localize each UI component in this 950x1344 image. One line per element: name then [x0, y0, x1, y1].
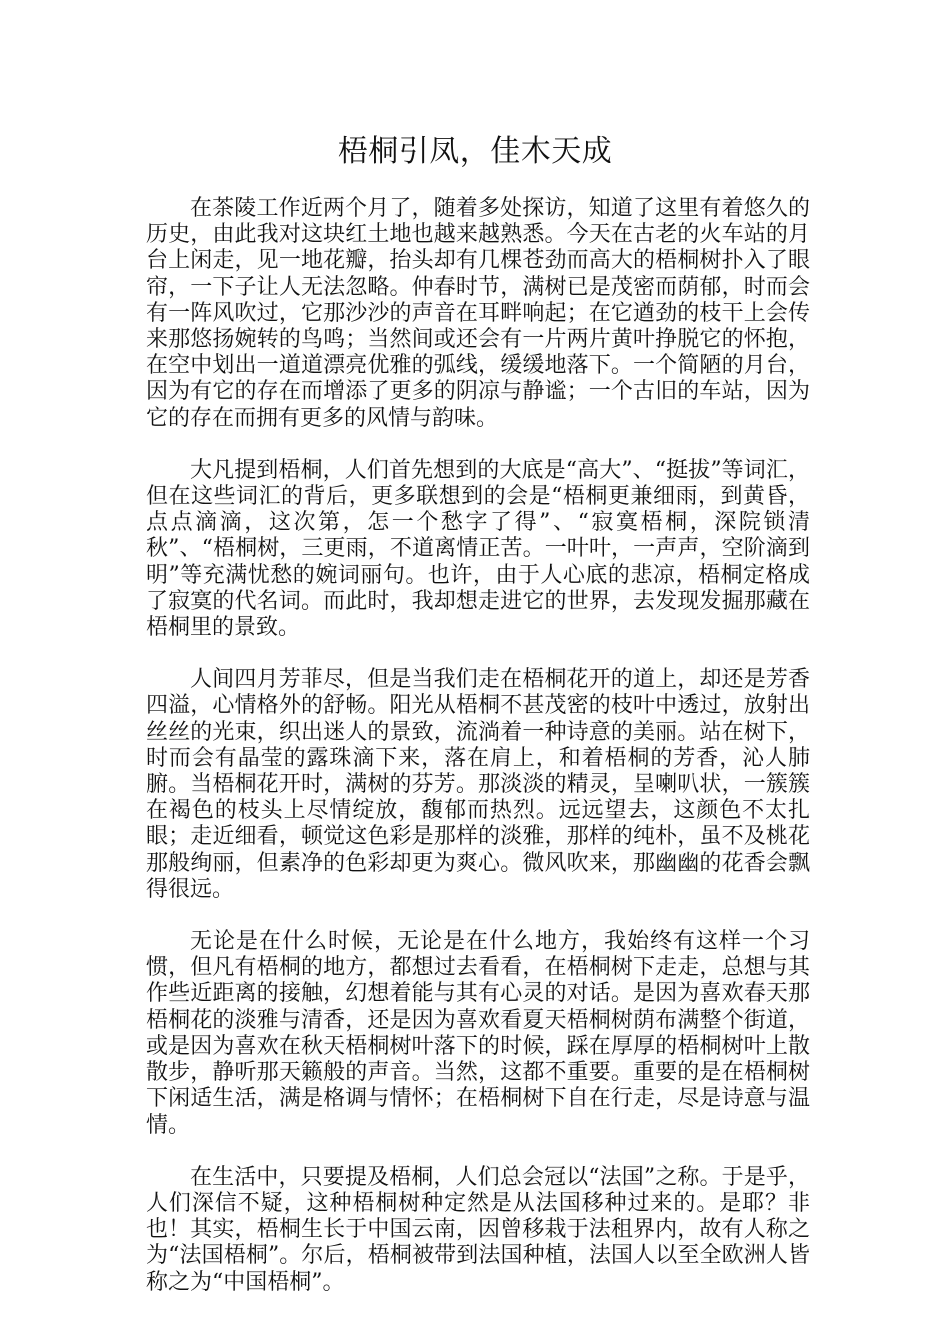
paragraph-2: 大凡提到梧桐，人们首先想到的大底是“高大”、“挺拔”等词汇，但在这些词汇的背后，更多联想到的会是“梧桐更兼细雨，到黄昏，点点滴滴，这次第，怎一个愁字了得”、“寂寞梧桐，深院锁清秋”、“梧桐树，三更雨，不道离情正苦。一叶叶，一声声，空阶滴到明”等充满忧愁的婉词丽句。也许，由于人心底的悲凉，梧桐定格成了寂寞的代名词。而此时，我却想走进它的世界，去发现发掘那藏在梧桐里的景致。 [146, 457, 810, 641]
paragraph-3: 人间四月芳菲尽，但是当我们走在梧桐花开的道上，却还是芳香四溢，心情格外的舒畅。阳光从梧桐不甚茂密的枝叶中透过，放射出丝丝的光束，织出迷人的景致，流淌着一种诗意的美丽。站在树下，时而会有晶莹的露珠滴下来，落在肩上，和着梧桐的芳香，沁人肺腑。当梧桐花开时，满树的芬芳。那淡淡的精灵，呈喇叭状，一簇簇在褐色的枝头上尽情绽放，馥郁而热烈。远远望去，这颜色不太扎眼；走近细看，顿觉这色彩是那样的淡雅，那样的纯朴，虽不及桃花那般绚丽，但素净的色彩却更为爽心。微风吹来，那幽幽的花香会飘得很远。 [146, 667, 810, 902]
paragraph-5: 在生活中，只要提及梧桐，人们总会冠以“法国”之称。于是乎，人们深信不疑，这种梧桐树种定然是从法国移种过来的。是耶？非也！其实，梧桐生长于中国云南，因曾移栽于法租界内，故有人称之为“法国梧桐”。尔后，梧桐被带到法国种植，法国人以至全欧洲人皆称之为“中国梧桐”。 [146, 1164, 810, 1295]
article-body [146, 196, 810, 1322]
document-title: 梧桐引凤，佳木天成 [337, 134, 613, 169]
paragraph-4: 无论是在什么时候，无论是在什么地方，我始终有这样一个习惯，但凡有梧桐的地方，都想过去看看，在梧桐树下走走，总想与其作些近距离的接触，幻想着能与其有心灵的对话。是因为喜欢春天那梧桐花的淡雅与清香，还是因为喜欢看夏天梧桐树荫布满整个街道，或是因为喜欢在秋天梧桐树叶落下的时候，踩在厚厚的梧桐树叶上散散步，静听那天籁般的声音。当然，这都不重要。重要的是在梧桐树下闲适生活，满是格调与情怀；在梧桐树下自在行走，尽是诗意与温情。 [146, 929, 810, 1138]
paragraph-1: 在茶陵工作近两个月了，随着多处探访，知道了这里有着悠久的历史，由此我对这块红土地也越来越熟悉。今天在古老的火车站的月台上闲走，见一地花瓣，抬头却有几棵苍劲而高大的梧桐树扑入了眼帘，一下子让人无法忽略。仲春时节，满树已是茂密而荫郁，时而会有一阵风吹过，它那沙沙的声音在耳畔响起；在它遒劲的枝干上会传来那悠扬婉转的鸟鸣；当然间或还会有一片两片黄叶挣脱它的怀抱，在空中划出一道道漂亮优雅的弧线，缓缓地落下。一个简陋的月台，因为有它的存在而增添了更多的阴凉与静谧；一个古旧的车站，因为它的存在而拥有更多的风情与韵味。 [146, 196, 810, 431]
